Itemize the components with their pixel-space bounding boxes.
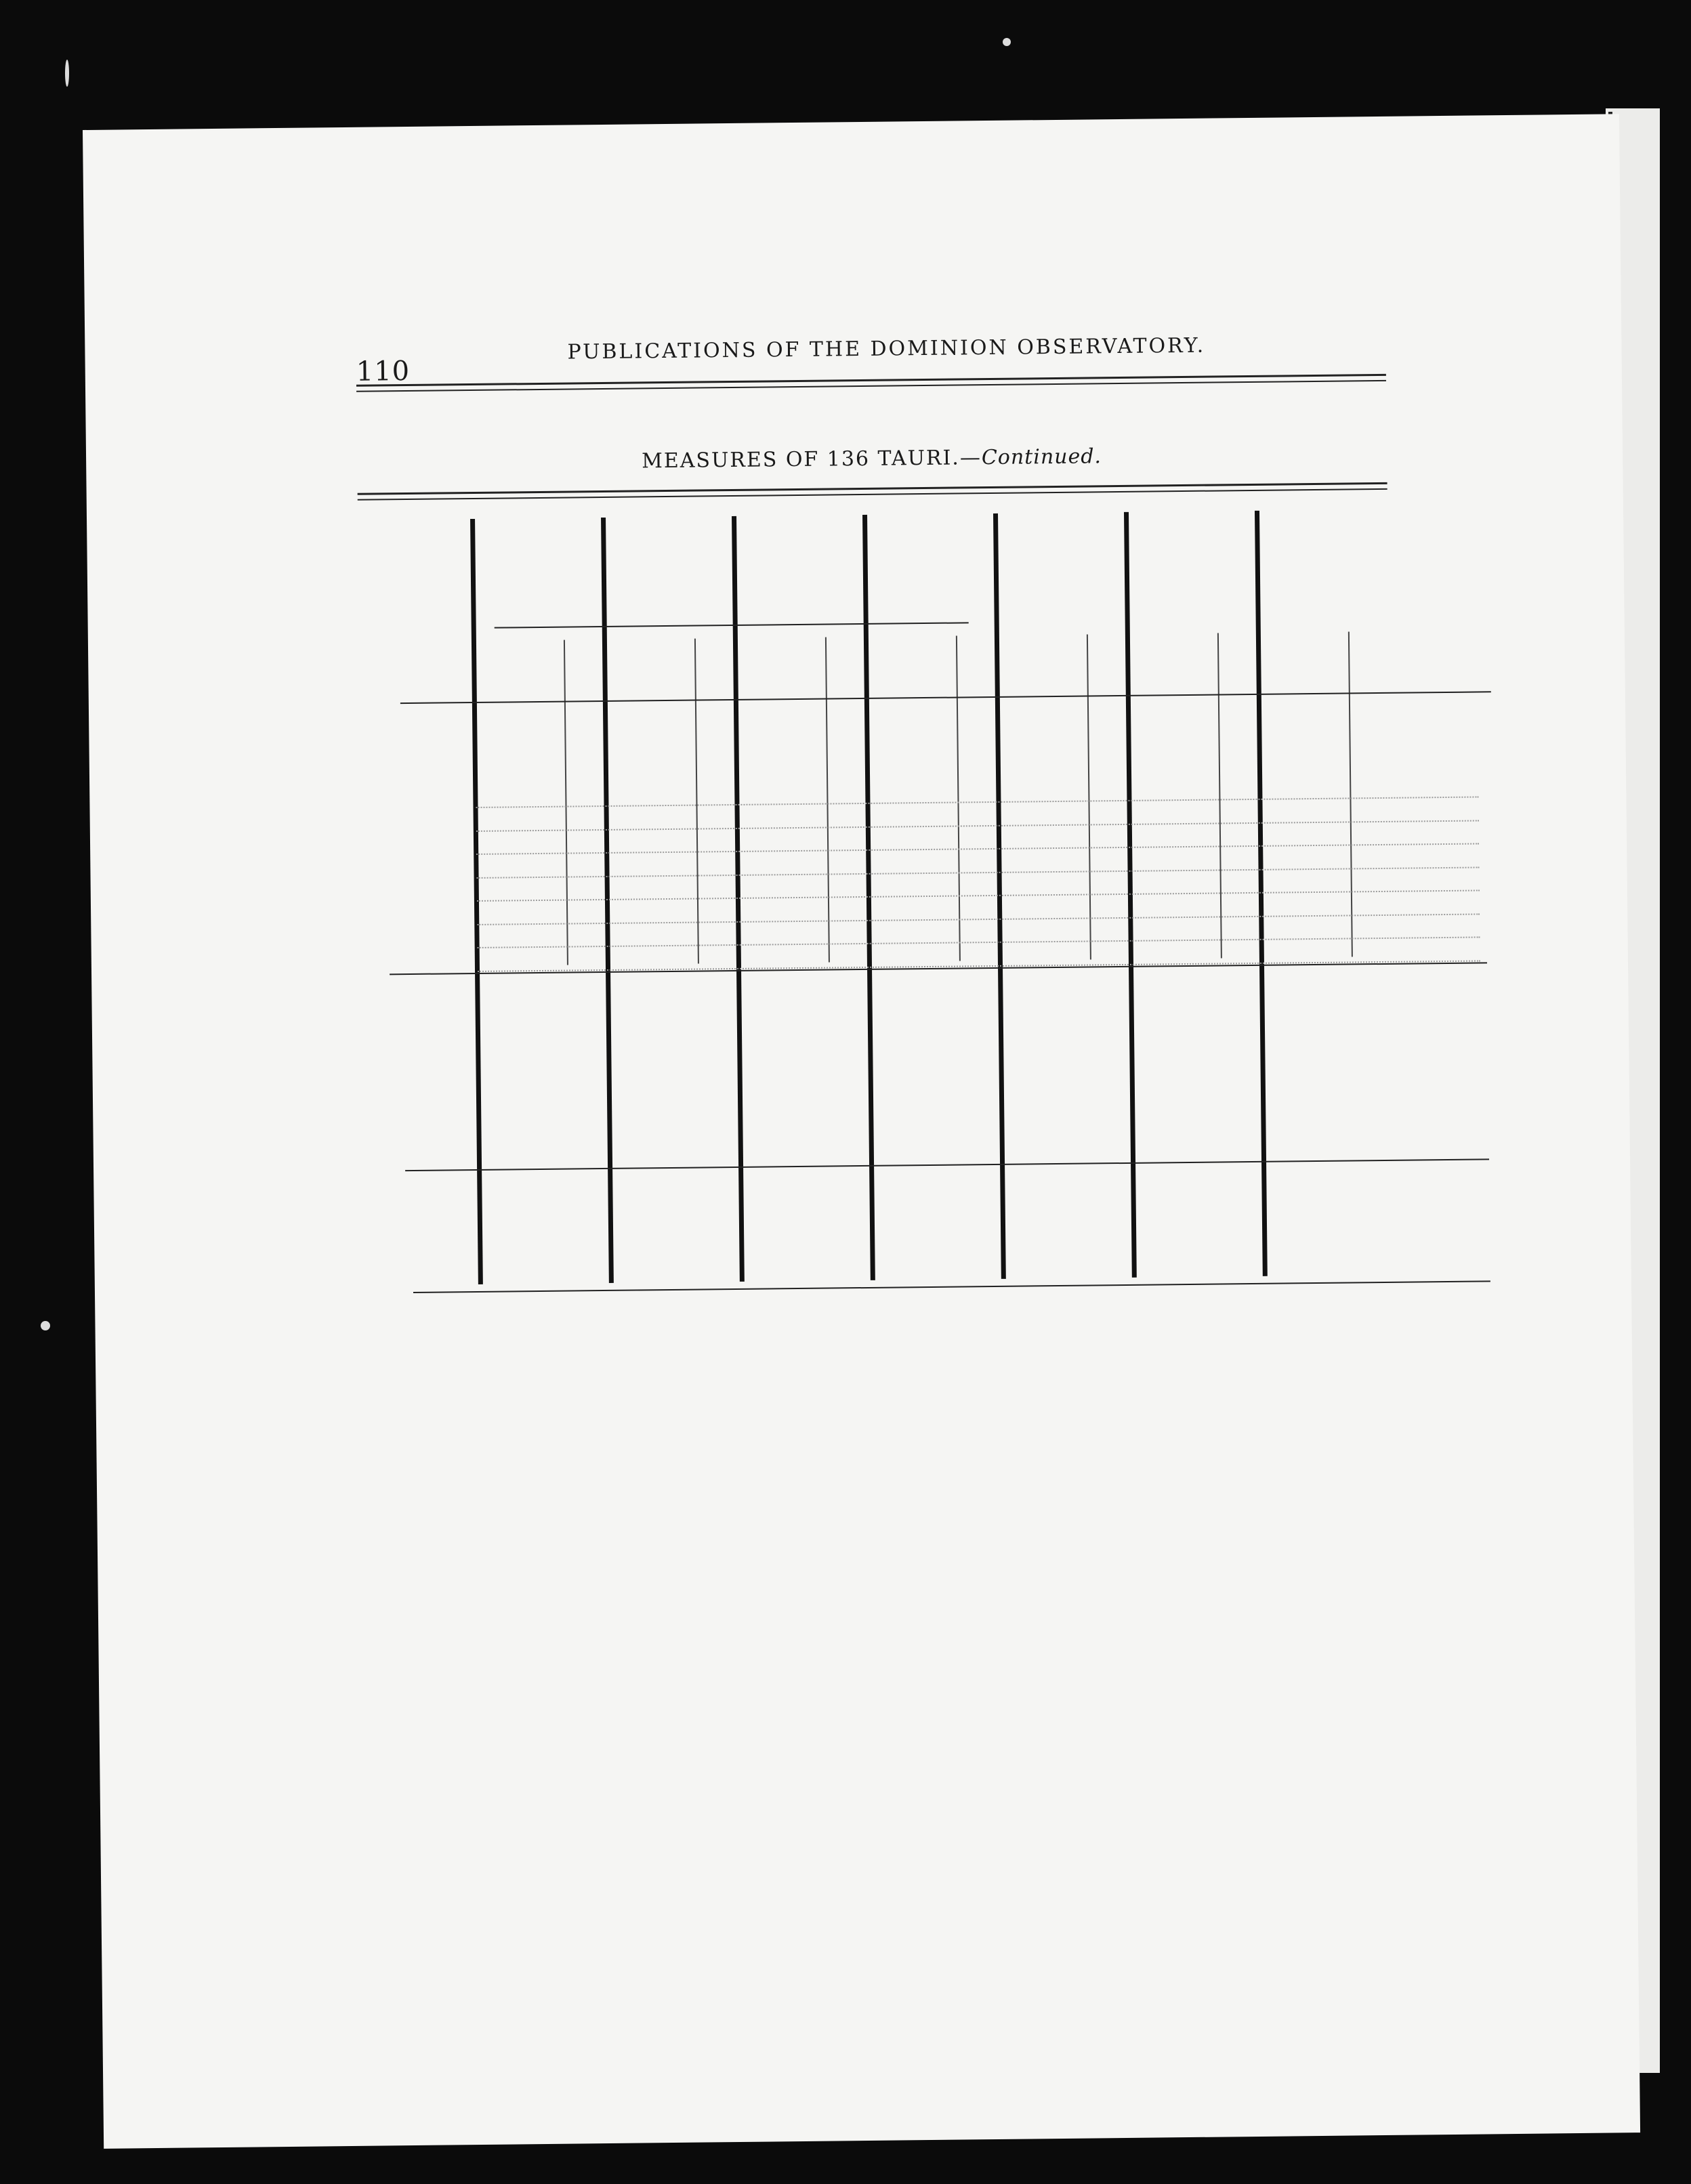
radial-velocity-value bbox=[749, 1240, 850, 1241]
dotted-leader bbox=[477, 913, 1480, 925]
summary-value bbox=[1009, 1099, 1110, 1100]
summary-value bbox=[486, 1126, 587, 1127]
summary-value bbox=[617, 1081, 718, 1083]
summary-value bbox=[617, 1103, 718, 1104]
radial-velocity-value bbox=[487, 1242, 589, 1244]
scan-speck bbox=[1003, 38, 1011, 46]
vel-wt-divider bbox=[564, 640, 568, 965]
caption-continued: Continued. bbox=[981, 444, 1102, 470]
scan-speck bbox=[41, 1321, 50, 1330]
dotted-leader bbox=[476, 820, 1479, 831]
summary-value bbox=[617, 1125, 718, 1126]
summary-value bbox=[1009, 1120, 1110, 1122]
velocity-value bbox=[999, 850, 1087, 851]
header-rule bbox=[356, 380, 1386, 392]
velocity-value bbox=[869, 828, 957, 829]
summary-value bbox=[747, 1101, 849, 1103]
dotted-leader bbox=[478, 936, 1480, 948]
summary-value bbox=[878, 1122, 980, 1123]
dotted-leader bbox=[476, 796, 1478, 807]
summary-value bbox=[1270, 1074, 1372, 1076]
table-caption bbox=[642, 444, 1102, 473]
velocity-value bbox=[870, 945, 958, 946]
radial-velocity-value bbox=[618, 1241, 719, 1242]
dotted-leader bbox=[477, 866, 1480, 878]
velocity-value bbox=[738, 830, 826, 831]
velocity-value bbox=[999, 803, 1087, 804]
caption-main: MEASURES OF 136 TAURI.— bbox=[641, 446, 982, 474]
velocity-value bbox=[999, 827, 1087, 828]
summary-value bbox=[1270, 1096, 1372, 1097]
radial-velocity-value bbox=[1010, 1237, 1112, 1238]
running-title: PUBLICATIONS OF THE DOMINION OBSERVATORY. bbox=[567, 333, 1206, 364]
summary-value bbox=[878, 1100, 980, 1101]
summary-value bbox=[747, 1080, 849, 1081]
summary-value bbox=[747, 1123, 849, 1125]
vel-wt-divider bbox=[956, 636, 961, 961]
summary-value bbox=[1008, 1055, 1110, 1057]
velocity-value bbox=[737, 783, 825, 784]
velocity-value bbox=[1261, 847, 1349, 848]
summary-value bbox=[747, 1058, 848, 1059]
velocity-value bbox=[607, 854, 695, 855]
radial-velocity-value bbox=[1141, 1236, 1243, 1237]
summary-value bbox=[1140, 1119, 1241, 1120]
summary-bottom-rule bbox=[405, 1158, 1489, 1171]
vel-wt-divider bbox=[1217, 633, 1222, 958]
vel-wt-divider bbox=[694, 639, 699, 964]
vel-wt-divider bbox=[825, 637, 830, 963]
dotted-leader bbox=[477, 889, 1480, 901]
table-bottom-rule bbox=[413, 1280, 1490, 1293]
summary-value bbox=[486, 1083, 587, 1084]
summary-value bbox=[485, 1061, 587, 1062]
velocity-value bbox=[1000, 897, 1088, 898]
velocity-value bbox=[608, 878, 696, 879]
summary-value bbox=[1270, 1053, 1371, 1054]
scan-speck bbox=[65, 60, 69, 87]
page-number: 110 bbox=[356, 355, 411, 387]
table-top-rule bbox=[358, 488, 1387, 501]
measures-table bbox=[83, 114, 1619, 130]
velocity-value bbox=[1000, 874, 1088, 875]
vel-wt-divider bbox=[1348, 631, 1353, 957]
radial-velocity-value bbox=[1272, 1234, 1373, 1236]
velocity-value bbox=[1261, 917, 1350, 918]
velocity-value bbox=[739, 946, 827, 947]
summary-value bbox=[878, 1078, 980, 1080]
summary-value bbox=[1140, 1076, 1241, 1077]
velocity-value bbox=[738, 853, 826, 854]
summary-value bbox=[1140, 1097, 1241, 1099]
summary-value bbox=[1009, 1077, 1110, 1078]
velocity-value bbox=[1129, 802, 1217, 803]
velocity-value bbox=[478, 949, 566, 950]
summary-value bbox=[877, 1057, 979, 1058]
summary-value bbox=[1139, 1054, 1240, 1055]
subhead-rule bbox=[495, 622, 969, 628]
dotted-leader bbox=[478, 960, 1480, 971]
dotted-leader bbox=[476, 843, 1479, 854]
summary-value bbox=[1270, 1118, 1372, 1119]
obs-bottom-rule bbox=[390, 962, 1487, 975]
summary-value bbox=[486, 1104, 587, 1106]
velocity-value bbox=[869, 875, 957, 876]
document-page bbox=[83, 114, 1640, 2149]
radial-velocity-value bbox=[879, 1238, 981, 1240]
vel-wt-divider bbox=[1087, 635, 1091, 960]
summary-value bbox=[616, 1059, 717, 1061]
